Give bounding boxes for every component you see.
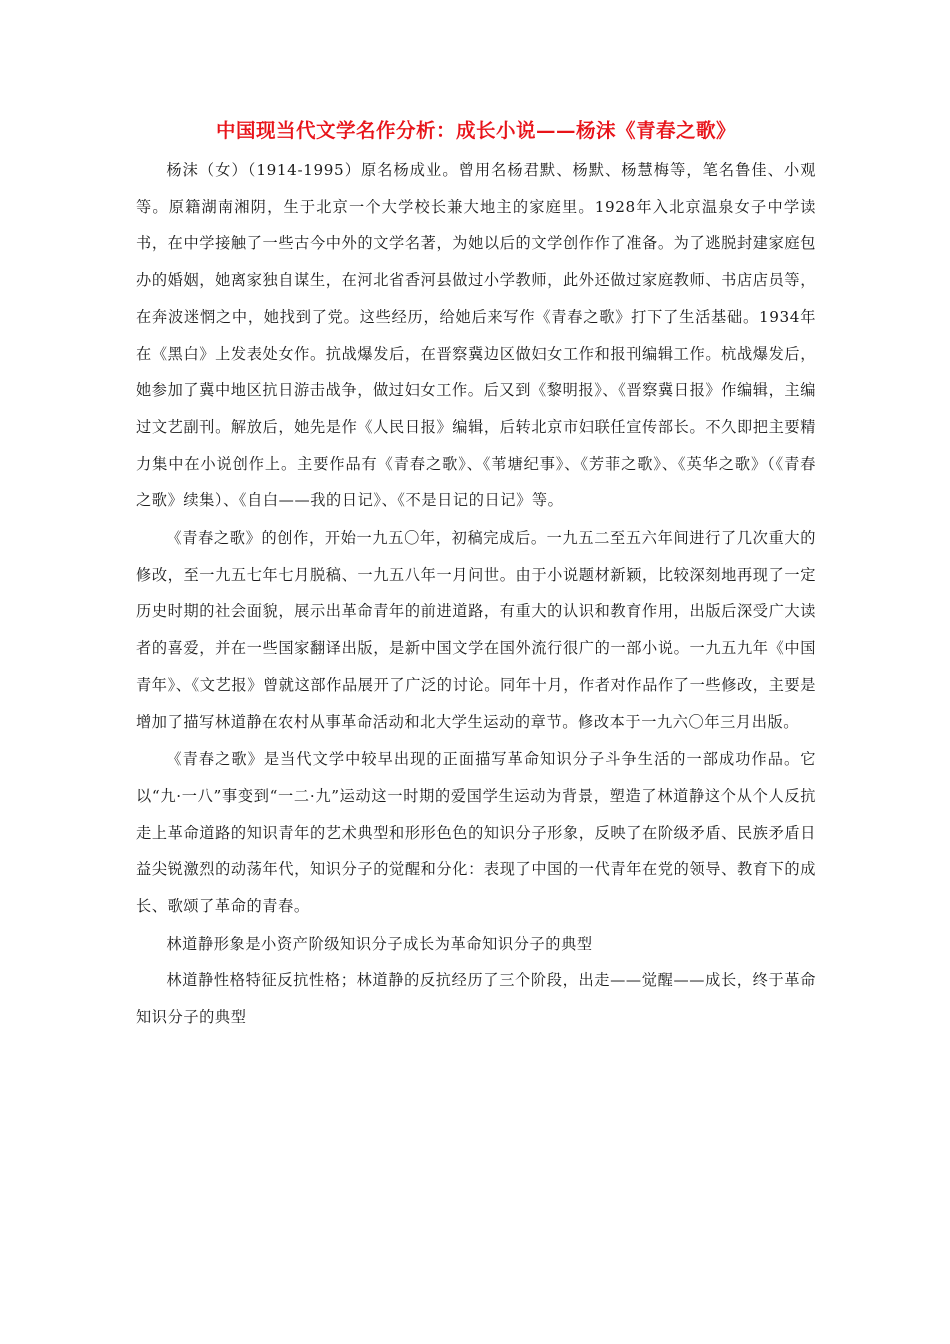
document-title: 中国现当代文学名作分析：成长小说——杨沫《青春之歌》 <box>215 119 736 142</box>
document-page <box>136 118 816 1036</box>
paragraph-character-type: 林道静形象是小资产阶级知识分子成长为革命知识分子的典型 <box>166 934 593 953</box>
paragraph-author-bio: 杨沫（女）（1914-1995）原名杨成业。曾用名杨君默、杨默、杨慧梅等，笔名鲁佳、小观等。原籍湖南湘阴，生于北京一个大学校长兼大地主的家庭里。1928年入北京温泉女子中学读书，在中学接触了一些古今中外的文学名著，为她以后的文学创作作了准备。为了逃脱封建家庭包办的婚姻，她离家独自谋生，在河北省香河县做过小学教师，此外还做过家庭教师、书店店员等，在奔波迷惘之中，她找到了党。这些经历，给她后来写作《青春之歌》打下了生活基础。1934年在《黑白》上发表处女作。抗战爆发后，在晋察冀边区做妇女工作和报刊编辑工作。杭战爆发后，她参加了冀中地区抗日游击战争，做过妇女工作。后又到《黎明报》、《晋察冀日报》作编辑，主编过文艺副刊。解放后，她先是作《人民日报》编辑，后转北京市妇联任宣传部长。不久即把主要精力集中在小说创作上。主要作品有《青春之歌》、《苇塘纪事》、《芳菲之歌》、《英华之歌》（《青春之歌》续集）、《自白——我的日记》、《不是日记的日记》等。 <box>136 161 816 510</box>
paragraph-creation-history: 《青春之歌》的创作，开始一九五〇年，初稿完成后。一九五二至五六年间进行了几次重大的修改，至一九五七年七月脱稿、一九五八年一月问世。由于小说题材新颖，比较深刻地再现了一定历史时期的社会面貌，展示出革命青年的前进道路，有重大的认识和教育作用，出版后深受广大读者的喜爱，并在一些国家翻译出版，是新中国文学在国外流行很广的一部小说。一九五九年《中国青年》、《文艺报》曾就这部作品展开了广泛的讨论。同年十月，作者对作品作了一些修改，主要是增加了描写林道静在农村从事革命活动和北大学生运动的章节。修改本于一九六〇年三月出版。 <box>136 529 816 731</box>
paragraph-character-traits: 林道静性格特征反抗性格；林道静的反抗经历了三个阶段，出走——觉醒——成长，终于革命知识分子的典型 <box>136 971 816 1027</box>
paragraph-significance: 《青春之歌》是当代文学中较早出现的正面描写革命知识分子斗争生活的一部成功作品。它以“九·一八”事变到“一二·九”运动这一时期的爱国学生运动为背景，塑造了林道静这个从个人反抗走上革命道路的知识青年的艺术典型和形形色色的知识分子形象，反映了在阶级矛盾、民族矛盾日益尖锐激烈的动荡年代，知识分子的觉醒和分化：表现了中国的一代青年在党的领导、教育下的成长、歌颂了革命的青春。 <box>136 750 816 916</box>
